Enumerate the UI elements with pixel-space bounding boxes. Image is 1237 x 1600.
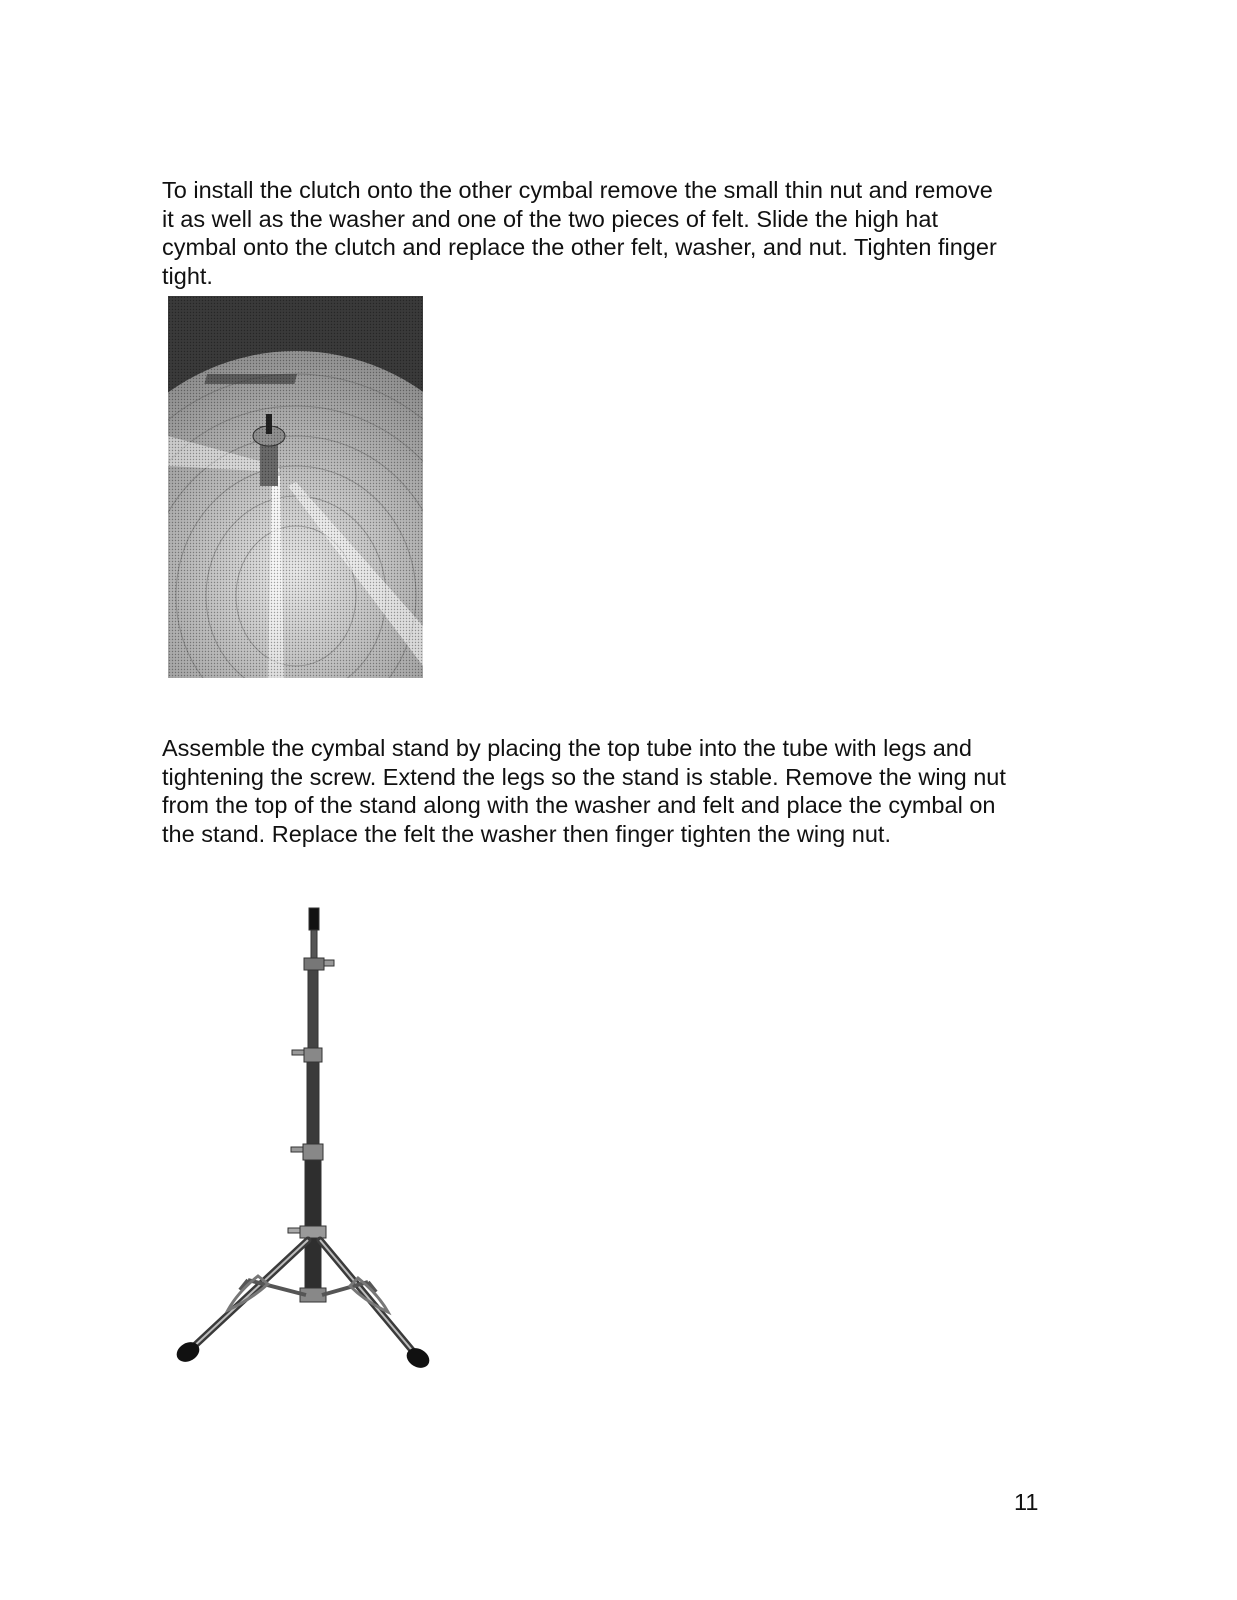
cymbal-clutch-photo: [168, 296, 423, 678]
paragraph-clutch-install: To install the clutch onto the other cymbal remove the small thin nut and remove it as well as the washer and one of the two pieces of felt. Slide the high hat cymbal onto the clutch and replace the other felt, washer, and nut. Tighten finger tight.: [162, 177, 997, 289]
page-number: 11: [1014, 1489, 1039, 1515]
paragraph-stand-assembly: Assemble the cymbal stand by placing the top tube into the tube with legs and tightening the screw. Extend the legs so the stand is stable. Remove the wing nut from the top of the stand along with the washer and felt and place the cymbal on the stand. Replace the felt the washer then finger tighten the wing nut.: [162, 735, 1006, 847]
cymbal-stand-photo: [168, 900, 458, 1380]
